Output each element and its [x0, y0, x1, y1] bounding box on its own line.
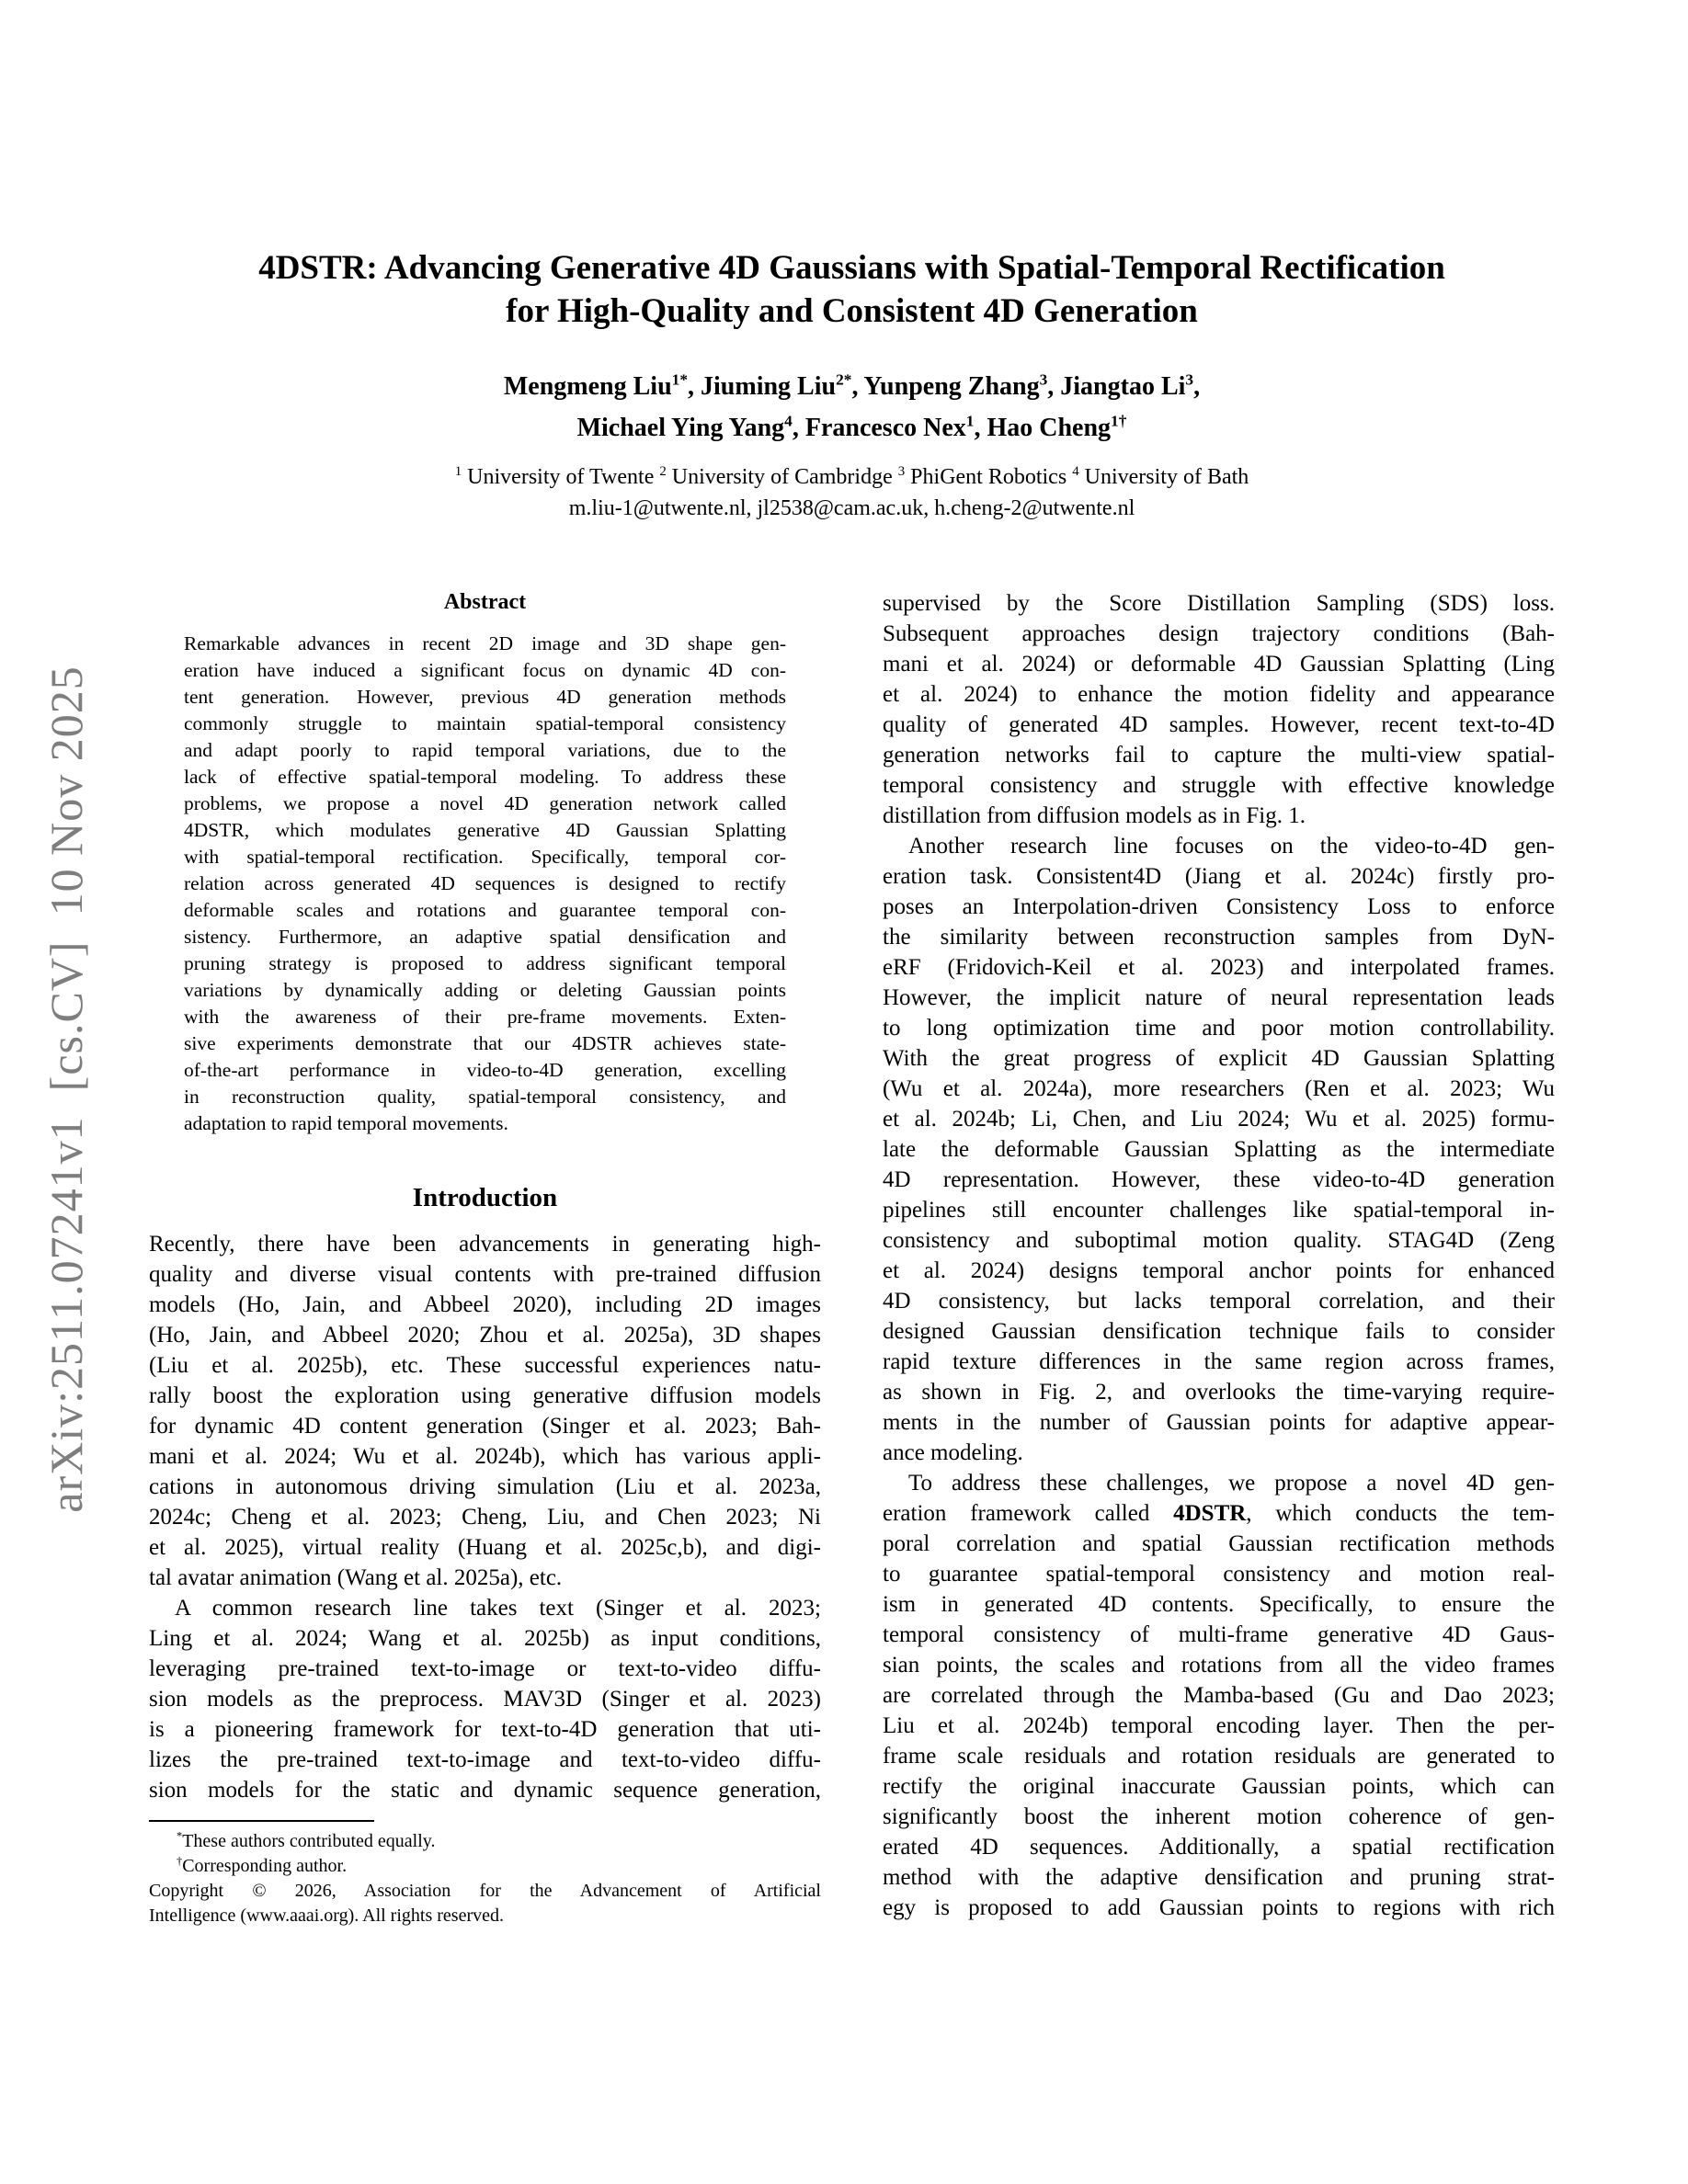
text-line: sistency. Furthermore, an adaptive spatial densification and	[184, 926, 786, 948]
right-column-body	[883, 588, 1555, 1923]
text-line: lack of effective spatial-temporal modeling. To address these	[184, 766, 786, 788]
text-line: Copyright © 2026, Association for the Advancement of Artificial	[149, 1881, 821, 1901]
paragraph	[149, 1854, 821, 1879]
text-line: in reconstruction quality, spatial-temporal consistency, and	[184, 1086, 786, 1108]
left-column	[149, 588, 821, 1928]
paragraph	[149, 1593, 821, 1805]
text-line: A common research line takes text (Singer et al. 2023;	[175, 1596, 821, 1621]
text-line: Liu et al. 2024b) temporal encoding layer. Then the per-	[883, 1713, 1555, 1738]
text-line: Remarkable advances in recent 2D image and 3D shape gen-	[184, 632, 786, 654]
text-line: frame scale residuals and rotation residuals are generated to	[883, 1744, 1555, 1769]
text-line: (Ho, Jain, and Abbeel 2020; Zhou et al. 2025a), 3D shapes	[149, 1323, 821, 1348]
text-line: 4D consistency, but lacks temporal correlation, and their	[883, 1289, 1555, 1314]
text-line: egy is proposed to add Gaussian points to regions with rich	[883, 1895, 1555, 1920]
text-line: ments in the number of Gaussian points for adaptive appear-	[883, 1410, 1555, 1435]
paragraph	[184, 631, 786, 1137]
text-line: consistency and suboptimal motion quality. STAG4D (Zeng	[883, 1228, 1555, 1253]
text-line: eRF (Fridovich-Keil et al. 2023) and interpolated frames.	[883, 955, 1555, 980]
paper-title-line2: for High-Quality and Consistent 4D Generation	[506, 292, 1198, 330]
text-line: sive experiments demonstrate that our 4DSTR achieves state-	[184, 1032, 786, 1054]
text-line: sion models as the preprocess. MAV3D (Singer et al. 2023)	[149, 1687, 821, 1712]
text-line: et al. 2024) designs temporal anchor points for enhanced	[883, 1258, 1555, 1283]
text-line: distillation from diffusion models as in Fig. 1.	[883, 803, 1306, 828]
text-line: variations by dynamically adding or deleting Gaussian points	[184, 979, 786, 1001]
text-line: late the deformable Gaussian Splatting as the intermediate	[883, 1137, 1555, 1162]
text-line: mani et al. 2024) or deformable 4D Gaussian Splatting (Ling	[883, 652, 1555, 677]
text-line: deformable scales and rotations and guarantee temporal con-	[184, 899, 786, 921]
text-line: *These authors contributed equally.	[177, 1829, 436, 1851]
text-line: to long optimization time and poor motion controllability.	[883, 1016, 1555, 1041]
text-line: temporal consistency and struggle with effective knowledge	[883, 773, 1555, 798]
abstract-heading: Abstract	[443, 590, 527, 614]
paragraph	[883, 1468, 1555, 1923]
paragraph	[149, 1879, 821, 1928]
affiliations: $^1$ University of Twente $^2$ University of Cambridge $^3$ PhiGent Robotics $^4$ University of Bath	[454, 464, 1249, 489]
text-line: Another research line focuses on the video-to-4D gen-	[908, 834, 1555, 859]
introduction-heading: Introduction	[412, 1183, 558, 1212]
text-line: adaptation to rapid temporal movements.	[184, 1112, 508, 1134]
text-line: with the awareness of their pre-frame movements. Exten-	[184, 1006, 786, 1028]
text-line: temporal consistency of multi-frame generative 4D Gaus-	[883, 1622, 1555, 1647]
text-line: Subsequent approaches design trajectory conditions (Bah-	[883, 621, 1555, 646]
text-line: to guarantee spatial-temporal consistency and motion real-	[883, 1562, 1555, 1587]
introduction-body	[149, 1229, 821, 1805]
text-line: significantly boost the inherent motion coherence of gen-	[883, 1804, 1555, 1829]
author-list	[149, 366, 1555, 449]
text-line: is a pioneering framework for text-to-4D generation that uti-	[149, 1717, 821, 1742]
text-line: problems, we propose a novel 4D generation network called	[184, 792, 786, 814]
text-line: poral correlation and spatial Gaussian rectification methods	[883, 1531, 1555, 1556]
text-line: ance modeling.	[883, 1440, 1023, 1465]
text-line: et al. 2024) to enhance the motion fidelity and appearance	[883, 682, 1555, 707]
text-line: Recently, there have been advancements in generating high-	[149, 1232, 821, 1257]
text-line: (Wu et al. 2024a), more researchers (Ren et al. 2023; Wu	[883, 1076, 1555, 1101]
text-line: are correlated through the Mamba-based (Gu and Dao 2023;	[883, 1683, 1555, 1708]
text-line: method with the adaptive densification and pruning strat-	[883, 1865, 1555, 1890]
text-line: of-the-art performance in video-to-4D generation, excelling	[184, 1059, 786, 1081]
text-line: eration have induced a significant focus on dynamic 4D con-	[184, 659, 786, 681]
text-line: quality and diverse visual contents with pre-trained diffusion	[149, 1262, 821, 1287]
text-line: models (Ho, Jain, and Abbeel 2020), including 2D images	[149, 1292, 821, 1317]
text-line: However, the implicit nature of neural representation leads	[883, 985, 1555, 1010]
text-line: leveraging pre-trained text-to-image or text-to-video diffu-	[149, 1656, 821, 1681]
abstract-body	[184, 631, 786, 1137]
text-line: poses an Interpolation-driven Consistency Loss to enforce	[883, 894, 1555, 919]
text-line: for dynamic 4D content generation (Singer et al. 2023; Bah-	[149, 1414, 821, 1439]
text-line: ism in generated 4D contents. Specifically, to ensure the	[883, 1592, 1555, 1617]
text-line: pipelines still encounter challenges like spatial-temporal in-	[883, 1198, 1555, 1223]
footnote-rule	[149, 1820, 374, 1822]
text-line: tal avatar animation (Wang et al. 2025a), etc.	[149, 1565, 563, 1590]
paragraph	[883, 831, 1555, 1468]
paragraph	[149, 1229, 821, 1593]
text-line: erated 4D sequences. Additionally, a spatial rectification	[883, 1835, 1555, 1860]
text-line: supervised by the Score Distillation Sampling (SDS) loss.	[883, 591, 1555, 616]
text-line: eration task. Consistent4D (Jiang et al. 2024c) firstly pro-	[883, 864, 1555, 889]
text-line: as shown in Fig. 2, and overlooks the time-varying require-	[883, 1380, 1555, 1405]
text-line: eration framework called 4DSTR, which conducts the tem-	[883, 1501, 1555, 1526]
text-line: sian points, the scales and rotations from all the video frames	[883, 1653, 1555, 1678]
text-line: rectify the original inaccurate Gaussian points, which can	[883, 1774, 1555, 1799]
author-emails: m.liu-1@utwente.nl, jl2538@cam.ac.uk, h.cheng-2@utwente.nl	[568, 496, 1135, 520]
text-line: commonly struggle to maintain spatial-temporal consistency	[184, 712, 786, 734]
abstract-section	[184, 588, 786, 1137]
right-column	[883, 588, 1555, 1923]
text-line: the similarity between reconstruction samples from DyN-	[883, 925, 1555, 950]
author-line1: Mengmeng Liu$^{1*}$, Jiuming Liu$^{2*}$, Yunpeng Zhang$^3$, Jiangtao Li$^3$,	[503, 370, 1201, 401]
text-line: rally boost the exploration using generative diffusion models	[149, 1383, 821, 1408]
footnotes	[149, 1829, 821, 1928]
text-line: cations in autonomous driving simulation (Liu et al. 2023a,	[149, 1474, 821, 1499]
text-line: (Liu et al. 2025b), etc. These successful experiences natu-	[149, 1353, 821, 1378]
text-line: generation networks fail to capture the multi-view spatial-	[883, 743, 1555, 768]
text-line: 2024c; Cheng et al. 2023; Cheng, Liu, and Chen 2023; Ni	[149, 1505, 821, 1530]
paper-header	[149, 246, 1555, 524]
text-line: †Corresponding author.	[177, 1854, 348, 1876]
text-line: lizes the pre-trained text-to-image and text-to-video diffu-	[149, 1747, 821, 1772]
paragraph	[883, 588, 1555, 831]
text-line: sion models for the static and dynamic sequence generation,	[149, 1778, 821, 1803]
text-line: designed Gaussian densification technique fails to consider	[883, 1319, 1555, 1344]
author-line2: Michael Ying Yang$^4$, Francesco Nex$^1$, Hao Cheng$^{1\dagger}$	[576, 412, 1127, 442]
text-line: 4D representation. However, these video-to-4D generation	[883, 1167, 1555, 1192]
text-line: With the great progress of explicit 4D Gaussian Splatting	[883, 1046, 1555, 1071]
text-line: with spatial-temporal rectification. Specifically, temporal cor-	[184, 846, 786, 868]
text-line: et al. 2025), virtual reality (Huang et al. 2025c,b), and digi-	[149, 1535, 821, 1560]
paragraph	[149, 1829, 821, 1854]
text-line: quality of generated 4D samples. However, recent text-to-4D	[883, 712, 1555, 737]
text-line: mani et al. 2024; Wu et al. 2024b), which has various appli-	[149, 1444, 821, 1469]
text-line: and adapt poorly to rapid temporal variations, due to the	[184, 739, 786, 761]
text-line: 4DSTR, which modulates generative 4D Gaussian Splatting	[184, 819, 786, 841]
text-line: To address these challenges, we propose a novel 4D gen-	[908, 1471, 1555, 1496]
arxiv-watermark: arXiv:2511.07241v1 [cs.CV] 10 Nov 2025	[40, 665, 92, 1513]
text-line: rapid texture differences in the same region across frames,	[883, 1349, 1555, 1374]
text-line: pruning strategy is proposed to address significant temporal	[184, 952, 786, 974]
text-line: tent generation. However, previous 4D generation methods	[184, 686, 786, 708]
text-line: et al. 2024b; Li, Chen, and Liu 2024; Wu et al. 2025) formu-	[883, 1107, 1555, 1132]
text-line: Ling et al. 2024; Wang et al. 2025b) as input conditions,	[149, 1626, 821, 1651]
text-line: relation across generated 4D sequences is designed to rectify	[184, 872, 786, 894]
paper-title-line1: 4DSTR: Advancing Generative 4D Gaussians with Spatial-Temporal Rectification	[258, 249, 1445, 287]
text-line: Intelligence (www.aaai.org). All rights reserved.	[149, 1905, 504, 1926]
